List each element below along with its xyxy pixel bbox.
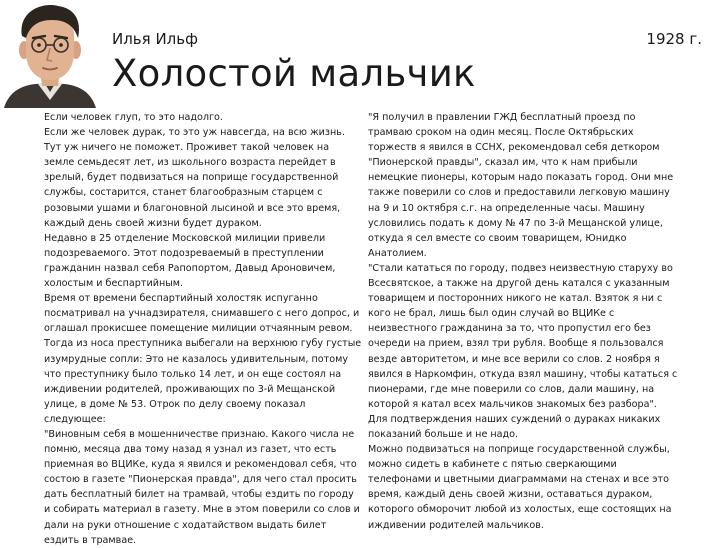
paragraph: "Я получил в правлении ГЖД бесплатный проезд по трамваю сроком на один месяц. После Октябрьских торжеств я явился в ССНХ, рекомендовал себя деткором "Пионерской правды", сказал им, что к нам прибыли немецкие пионеры, которым надо показать город. Они мне также поверили со слов и предоставили легковую машину на 9 и 10 октября с.г. на определенные часы. Машину условились подать к дому № 47 по 3-й Мещанской улице, откуда я сел вместе со своим товарищем, Юнидко Анатолием. [368,112,674,259]
left-text-column [44,110,362,548]
paragraph: "Виновным себя в мошенничестве признаю. Какого числа не помню, месяца два тому назад я узнал из газет, что есть приемная во ВЦИКе, куда я явился и рекомендовал себя, что состою в газете "Пионерская правда", для чего стал просить дать бесплатный билет на трамвай, чтобы ездить по городу и собирать материал в газету. Мне в этом поверили со слов и дали на руки отношение с ходатайством выдать билет ездить в трамвае. [44,428,360,546]
page-title: Холостой мальчик [112,52,476,95]
paragraph: "Стали кататься по городу, подвез неизвестную старуху во Всесвятское, а также на другой день катался с указанным товарищем и посторонних никого не катал. Взяток я ни с кого не брал, лишь был один случай во ВЦИКе с неизвестного гражданина за то, что пропустил его без очереди на прием, взял три рубля. Вообще я пользовался везде авторитетом, и мне все верили со слов. 2 ноября я явился в Наркомфин, откуда взял машину, чтобы кататься с пионерами, где мне поверили со слов, дали машину, на которой я катал всех мальчиков знакомых без разбора". [368,262,678,410]
paragraph: Время от времени беспартийный холостяк испуганно посматривал на учнадзирателя, снимавшего с него допрос, и оглашал прокисшее помещение милиции отчаянным ревом. Тогда из носа преступника выбегали на верхнюю губу густые изумрудные сопли: Это не казалось удивительным, потому что преступнику было только 14 лет, и он еще состоял на иждивении родителей, проживающих по 3-й Мещанской улице, в доме № 53. Отрок по делу своему показал следующее: [44,293,362,425]
author-name: Илья Ильф [112,30,198,48]
year-label: 1928 г. [646,30,702,48]
paragraph: Если же человек дурак, то это уж навсегда, на всю жизнь. Тут уж ничего не поможет. Проживет такой человек на земле семьдесят лет, из школьного возраста перейдет в зрелый, будет подвизаться на поприще государственной службы, состарится, станет благообразным старцем с розовыми ушами и благоновной лысиной и все это время, каждый день своей жизни будет дураком. [44,127,345,229]
paragraph: Недавно в 25 отделение Московской милиции привели подозреваемого. Этот подозреваемый в преступлении гражданин назвал себя Рапопортом, Давыд Ароновичем, холостым и беспартийным. [44,232,336,290]
author-portrait [0,0,100,108]
paragraph: Для подтверждения наших суждений о дураках никаких показаний больше и не надо. [368,413,661,440]
paragraph: Если человек глуп, то это надолго. [44,112,223,123]
right-text-column [368,110,678,533]
paragraph: Можно подвизаться на поприще государственной службы, можно сидеть в кабинете с пятью сверкающими телефонами и цветными диаграммами на стенах и все это время, каждый день своей жизни, оставаться дураком, которого обморочит любой из холостых, еще состоящих на иждивении родителей мальчиков. [368,444,672,531]
